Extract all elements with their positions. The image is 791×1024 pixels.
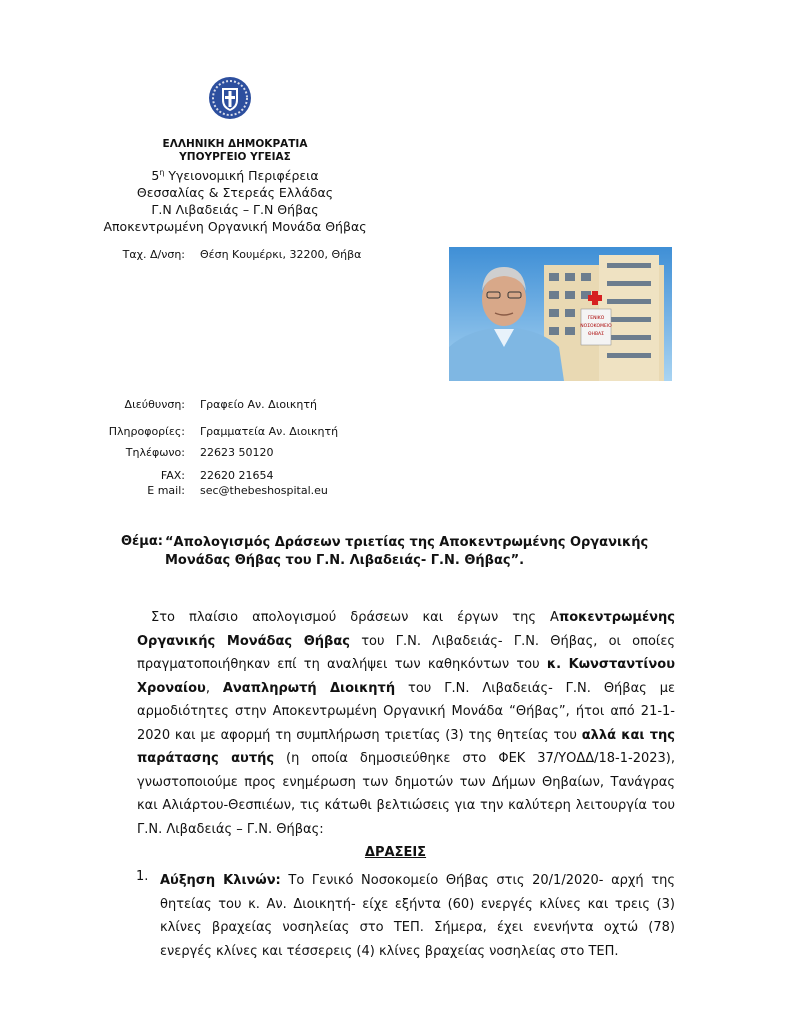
list-item-number: 1. (136, 869, 149, 884)
header-line-6: Αποκεντρωμένη Οργανική Μονάδα Θήβας (103, 219, 367, 235)
greek-emblem-icon (208, 76, 252, 120)
hospital-sign-line-1: ΓΕΝΙΚΟ (587, 316, 605, 321)
section-title-actions: ΔΡΑΣΕΙΣ (364, 845, 427, 860)
body-paragraph: Στο πλαίσιο απολογισμού δράσεων και έργων της Αποκεντρωμένης Οργανικής Μονάδας Θήβας του Γ.Ν. Λιβαδειάς- Γ.Ν. Θήβας, οι οποίες πραγματοποιήθηκαν επί τη αναλήψει των καθηκόντων του κ. Κωνσταντίνου Χροναίου, Αναπληρωτή Διοικητή του Γ.Ν. Λιβαδειάς- Γ.Ν. Θήβας με αρμοδιότητες στην Αποκεντρωμένη Οργανική Μονάδα “Θήβας”, ήτοι από 21-1-2020 και με αφορμή τη συμπλήρωση τριετίας (3) της θητείας του αλλά και της παράτασης αυτής (η οποία δημοσιεύθηκε στο ΦΕΚ 37/ΥΟΔΔ/18-1-2023), γνωστοποιούμε προς ενημέρωση των δημοτών των Δήμων Θηβαίων, Τανάγρας και Αλιάρτου-Θεσπιέων, τις κάτωθι βελτιώσεις για την καλύτερη λειτουργία του Γ.Ν. Λιβαδειάς – Γ.Ν. Θήβας: (137, 610, 675, 837)
header-line-1: ΕΛΛΗΝΙΚΗ ΔΗΜΟΚΡΑΤΙΑ (162, 138, 308, 150)
subject-label: Θέμα: (121, 534, 163, 549)
subject-text: “Απολογισμός Δράσεων τριετίας της Αποκεντρωμένης Οργανικής Μονάδας Θήβας του Γ.Ν. Λιβαδειάς- Γ.Ν. Θήβας”. (165, 535, 649, 568)
director-hospital-photo (449, 247, 672, 381)
header-line-5: Γ.Ν Λιβαδειάς – Γ.Ν Θήβας (151, 202, 319, 218)
letterhead (100, 138, 370, 235)
header-line-2: ΥΠΟΥΡΓΕΙΟ ΥΓΕΙΑΣ (179, 151, 291, 163)
header-line-3: $5^\eta$ Υγειονομική Περιφέρεια (151, 168, 319, 184)
hospital-sign-line-2: ΝΟΣΟΚΟΜΕΙΟ (580, 324, 612, 329)
list-item: Αύξηση Κλινών: Το Γενικό Νοσοκομείο Θήβας στις 20/1/2020- αρχή της θητείας του κ. Αν. Διοικητή- είχε εξήντα (60) ενεργές κλίνες και τρεις (3) κλίνες βραχείας νοσηλείας στο ΤΕΠ. Σήμερα, έχει ενενήντα οχτώ (78) ενεργές κλίνες και τέσσερεις (4) κλίνες βραχείας νοσηλείας στο ΤΕΠ. (160, 873, 675, 959)
hospital-sign-line-3: ΘΗΒΑΣ (588, 332, 604, 337)
header-line-4: Θεσσαλίας & Στερεάς Ελλάδας (136, 185, 334, 201)
